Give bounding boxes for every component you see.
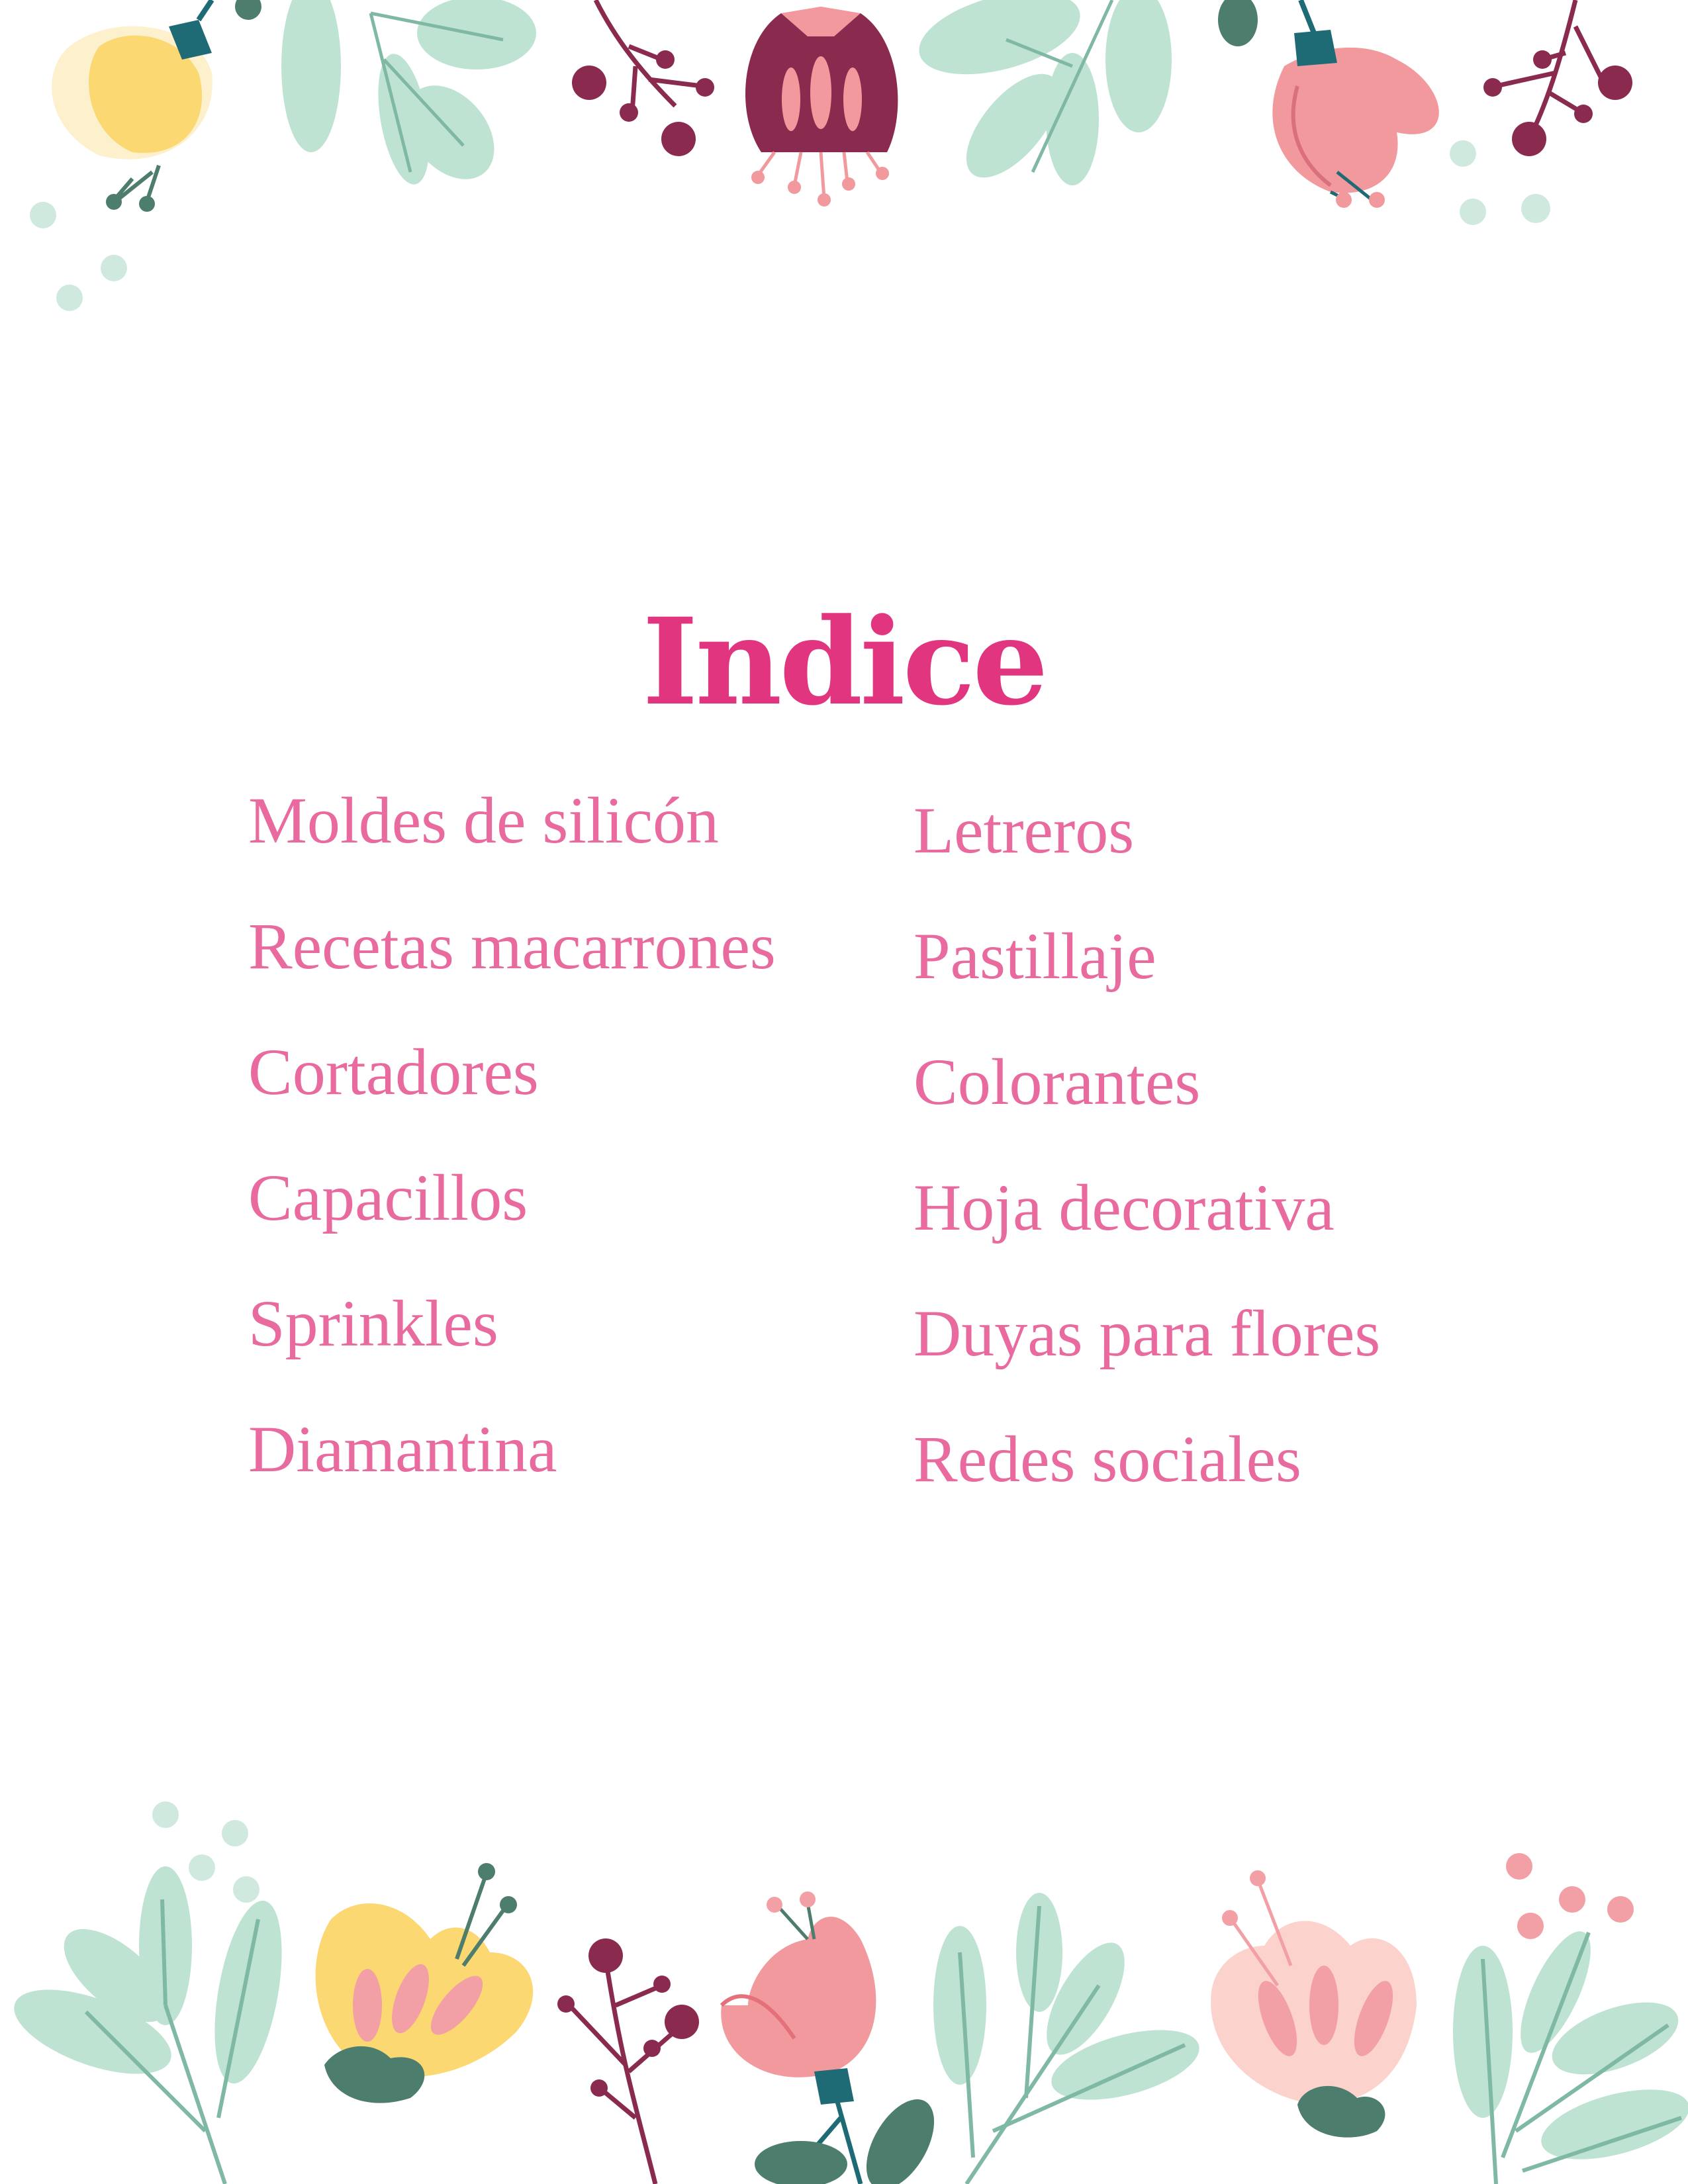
bottom-floral-border (0, 1787, 1688, 2184)
top-floral-border (0, 0, 1688, 318)
index-list-left (248, 778, 776, 1532)
leaf-cluster-icon (933, 1893, 1207, 2184)
berry-branch-icon (1483, 0, 1632, 156)
fuchsia-flower-icon (745, 7, 898, 206)
index-item: Capacillos (248, 1161, 528, 1234)
berry-branch-icon (572, 0, 714, 156)
index-item: Colorantes (914, 1045, 1201, 1118)
berry-branch-icon (557, 1938, 699, 2184)
leaf-cluster-icon (3, 1866, 293, 2184)
index-item: Diamantina (248, 1412, 557, 1486)
index-item: Moldes de silicón (248, 784, 720, 857)
index-item: Sprinkles (248, 1287, 498, 1360)
leaf-cluster-icon (235, 0, 536, 197)
page-title: Indice (642, 592, 1046, 732)
index-item: Recetas macarrones (248, 909, 776, 983)
dot-decoration-icon (1506, 1853, 1634, 1939)
index-item: Pastillaje (914, 919, 1156, 993)
index-item: Duyas para flores (914, 1297, 1381, 1370)
leaf-cluster-icon (1453, 1923, 1688, 2184)
index-item: Letreros (914, 794, 1135, 867)
index-item: Cortadores (248, 1035, 539, 1109)
pink-flower-icon (1272, 0, 1438, 208)
index-item: Hoja decorativa (914, 1171, 1335, 1244)
yellow-flower-icon (316, 1863, 534, 2103)
leaf-cluster-icon (910, 0, 1258, 193)
index-item: Redes sociales (914, 1422, 1301, 1496)
pink-flower-icon (1211, 1870, 1417, 2138)
yellow-flower-icon (52, 0, 212, 212)
pink-flower-icon (721, 1891, 948, 2184)
index-list-right (914, 788, 1380, 1542)
